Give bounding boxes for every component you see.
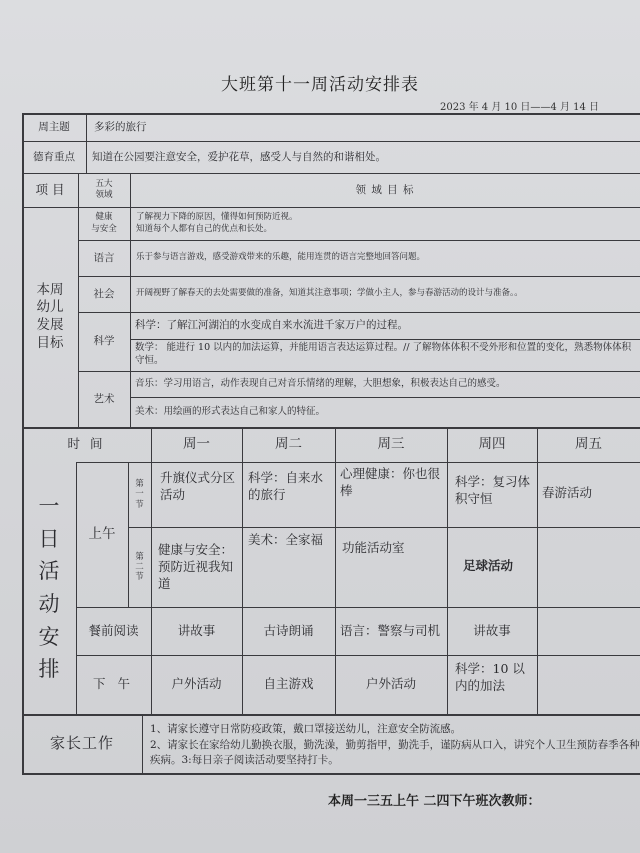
weekly-goals-label-line: 目标 bbox=[36, 334, 64, 351]
domains-header bbox=[78, 173, 130, 207]
period-label-char: 节 bbox=[135, 572, 144, 583]
period-label-char: 第 bbox=[135, 551, 144, 562]
afternoon-cell: 户外活动 bbox=[365, 676, 416, 692]
activity-cell: 美术：全家福 bbox=[248, 532, 324, 547]
parents-item: 1、请家长遵守日常防疫政策，戴口罩接送幼儿，注意安全防流感。 bbox=[150, 722, 462, 735]
goals-header: 领 域 目 标 bbox=[355, 183, 415, 196]
health-goals bbox=[136, 207, 636, 240]
daily-schedule-label-char: 排 bbox=[38, 657, 60, 682]
afternoon-cell: 户外活动 bbox=[171, 676, 222, 692]
domain-arts: 艺术 bbox=[93, 392, 115, 405]
time-header: 时 间 bbox=[67, 436, 106, 452]
daily-schedule-label-char: 一 bbox=[38, 494, 60, 519]
afternoon-cell: 科学：10 以内的加法 bbox=[455, 661, 525, 693]
afternoon-cell bbox=[537, 655, 640, 714]
day-header: 周四 bbox=[478, 436, 506, 453]
health-goal: 了解视力下降的原因，懂得如何预防近视。 bbox=[136, 212, 298, 223]
day-header: 周二 bbox=[275, 436, 302, 453]
domain-language: 语言 bbox=[93, 251, 115, 264]
activity-cell: 升旗仪式分区活动 bbox=[160, 470, 236, 502]
parents-item: 2、请家长在家给幼儿勤换衣服，勤洗澡，勤剪指甲，勤洗手，谨防病从口入，讲究个人卫生预防春季各种疾病。3:每日亲子阅读活动要坚持打卡。 bbox=[150, 739, 640, 767]
day-header: 周一 bbox=[183, 436, 210, 453]
theme-label: 周主题 bbox=[38, 120, 70, 133]
domain-health-line: 与安全 bbox=[91, 223, 117, 234]
society-goal: 开阔视野了解春天的去处需要做的准备，知道其注意事项；学做小主人，参与春游活动的设计与准备。。 bbox=[136, 288, 523, 299]
music-goal: 音乐：学习用语言，动作表现自己对音乐情绪的理解，大胆想象，积极表达自己的感受。 bbox=[135, 377, 506, 389]
daily-schedule-label bbox=[22, 462, 76, 714]
teacher-shift-footer: 本周一三五上午 二四下午班次教师： bbox=[328, 794, 541, 809]
weekly-goals-label-line: 幼儿 bbox=[36, 299, 64, 316]
domains-header-line: 五大 bbox=[95, 178, 113, 189]
activity-cell: 科学：自来水的旅行 bbox=[248, 470, 324, 502]
weekly-goals-label-line: 本周 bbox=[36, 281, 64, 298]
morning-label: 上午 bbox=[88, 526, 116, 543]
weekly-goals-label-line: 发展 bbox=[36, 317, 64, 333]
activity-cell: 足球活动 bbox=[463, 558, 514, 573]
activity-cell: 功能活动室 bbox=[342, 540, 405, 555]
reading-cell: 古诗朗诵 bbox=[263, 622, 314, 638]
day-header: 周三 bbox=[377, 436, 405, 453]
daily-schedule-label-char: 活 bbox=[38, 559, 60, 584]
domain-society: 社会 bbox=[93, 287, 115, 300]
reading-label: 餐前阅读 bbox=[88, 622, 139, 638]
theme-value: 多彩的旅行 bbox=[94, 120, 147, 133]
reading-cell bbox=[537, 607, 640, 655]
health-goal: 知道每个人都有自己的优点和长处。 bbox=[136, 223, 273, 234]
activity-cell: 春游活动 bbox=[542, 485, 593, 500]
period-2-label bbox=[128, 527, 151, 607]
reading-cell: 讲故事 bbox=[177, 622, 216, 638]
domain-science: 科学 bbox=[93, 335, 115, 348]
daily-schedule-label-char: 动 bbox=[38, 592, 60, 616]
afternoon-label: 下 午 bbox=[93, 676, 134, 692]
date-range: 2023 年 4 月 10 日——4 月 14 日 bbox=[440, 102, 600, 113]
moral-value: 知道在公园要注意安全，爱护花草，感受人与自然的和谐相处。 bbox=[92, 150, 386, 163]
domain-health bbox=[78, 207, 130, 240]
domains-header-line: 领域 bbox=[95, 190, 113, 200]
day-header: 周五 bbox=[575, 436, 602, 453]
daily-schedule-label-char: 安 bbox=[38, 624, 60, 649]
activity-cell: 科学：复习体积守恒 bbox=[455, 474, 531, 506]
activity-cell: 健康与安全：预防近视我知道 bbox=[158, 542, 234, 591]
domain-health-line: 健康 bbox=[95, 212, 113, 223]
weekly-goals-label bbox=[22, 207, 78, 427]
activity-cell: 心理健康：你也很棒 bbox=[340, 466, 441, 498]
daily-schedule-label-char: 日 bbox=[38, 526, 60, 551]
period-label-char: 节 bbox=[135, 499, 144, 510]
parents-label: 家长工作 bbox=[49, 734, 114, 753]
period-label-char: 一 bbox=[135, 489, 144, 500]
language-goal: 乐于参与语言游戏，感受游戏带来的乐趣，能用连贯的语言完整地回答问题。 bbox=[136, 252, 426, 263]
art-goal: 美术：用绘画的形式表达自己和家人的特征。 bbox=[135, 405, 326, 417]
reading-cell: 语言：警察与司机 bbox=[340, 622, 441, 638]
math-goal: 数学： 能进行 10 以内的加法运算，并能用语言表达运算过程。// 了解物体体积不受外形和位置的变化，熟悉物体体积守恒。 bbox=[135, 342, 632, 366]
period-1-label bbox=[128, 462, 151, 527]
reading-cell: 讲故事 bbox=[473, 622, 511, 638]
item-header: 项 目 bbox=[35, 181, 65, 197]
period-label-char: 第 bbox=[135, 479, 144, 490]
document-title: 大班第十一周活动安排表 bbox=[221, 75, 419, 95]
afternoon-cell: 自主游戏 bbox=[263, 676, 314, 692]
moral-label: 德育重点 bbox=[33, 150, 75, 163]
activity-cell bbox=[542, 545, 638, 575]
period-label-char: 二 bbox=[135, 561, 144, 572]
science-goal: 科学：了解江河湖泊的水变成自来水流进千家万户的过程。 bbox=[135, 319, 408, 332]
